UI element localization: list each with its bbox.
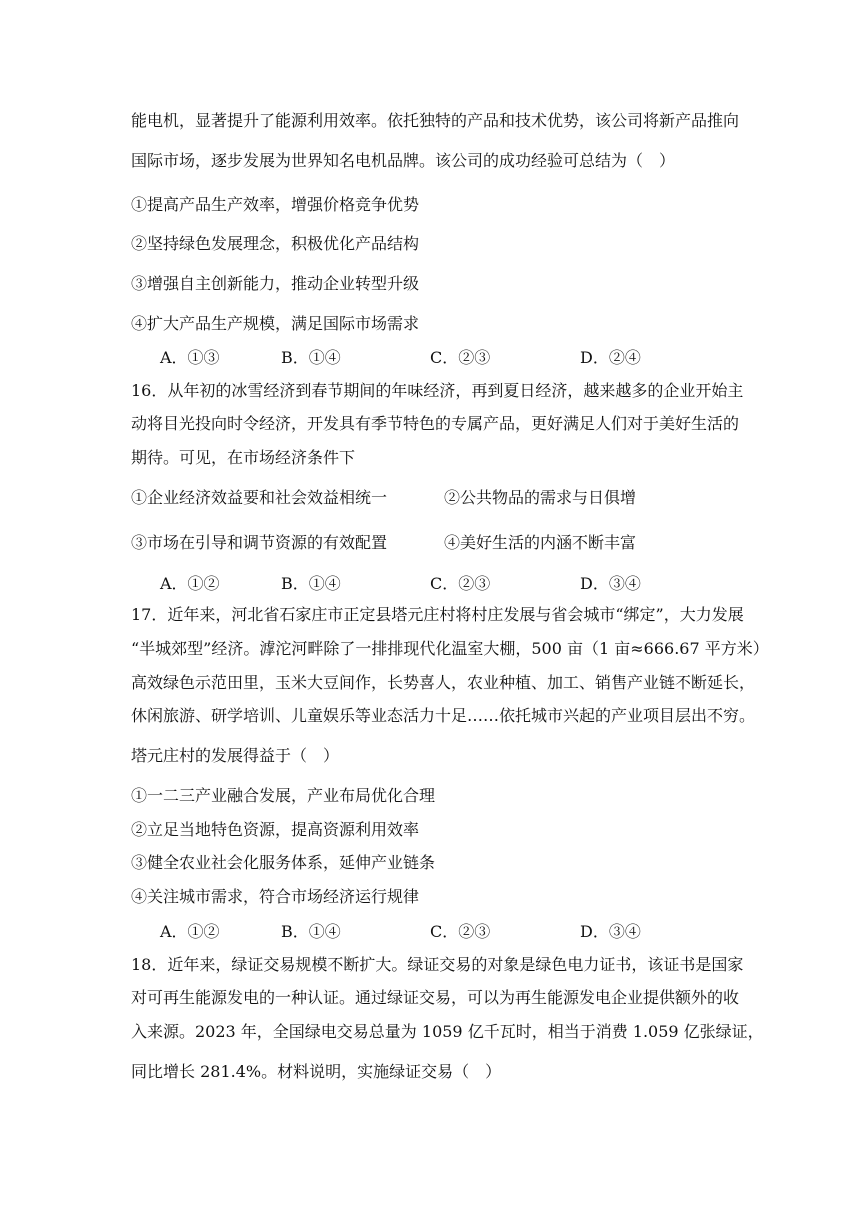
q16-statement-4: ④美好生活的内涵不断丰富 <box>444 533 637 552</box>
q15-option-b: B．①④ <box>281 348 341 367</box>
q16-option-d: D．③④ <box>580 574 641 593</box>
q17-statement-3: ③健全农业社会化服务体系，延伸产业链条 <box>131 853 436 872</box>
q15-option-a: A．①③ <box>160 348 220 367</box>
q17-option-b: B．①④ <box>281 922 341 941</box>
q17-statement-2: ②立足当地特色资源，提高资源利用效率 <box>131 820 420 839</box>
q15-option-d: D．②④ <box>580 348 641 367</box>
q17-stem-line-1: 17．近年来，河北省石家庄市正定县塔元庄村将村庄发展与省会城市“绑定”，大力发展 <box>131 605 744 624</box>
q16-statement-1: ①企业经济效益要和社会效益相统一 <box>131 488 388 507</box>
q18-stem-line-3: 入来源。2023 年，全国绿电交易总量为 1059 亿千瓦时，相当于消费 1.059 亿张绿证， <box>131 1022 764 1041</box>
q17-stem-line-3: 高效绿色示范田里，玉米大豆间作，长势喜人，农业种植、加工、销售产业链不断延长， <box>131 673 756 692</box>
q15-statement-4: ④扩大产品生产规模，满足国际市场需求 <box>131 314 420 333</box>
q18-stem-line-4: 同比增长 281.4%。材料说明，实施绿证交易（ ） <box>131 1062 502 1081</box>
q16-stem-line-2: 动将目光投向时令经济，开发具有季节特色的专属产品，更好满足人们对于美好生活的 <box>131 414 740 433</box>
q17-stem-line-4: 休闲旅游、研学培训、儿童娱乐等业态活力十足……依托城市兴起的产业项目层出不穷。 <box>131 706 756 725</box>
q16-stem-line-1: 16．从年初的冰雪经济到春节期间的年味经济，再到夏日经济，越来越多的企业开始主 <box>131 381 744 400</box>
q17-stem-line-5: 塔元庄村的发展得益于（ ） <box>131 746 340 765</box>
q15-stem-line-2: 国际市场，逐步发展为世界知名电机品牌。该公司的成功经验可总结为（ ） <box>131 151 676 170</box>
q17-option-d: D．③④ <box>580 922 641 941</box>
q16-statement-2: ②公共物品的需求与日俱增 <box>444 488 637 507</box>
q18-stem-line-2: 对可再生能源发电的一种认证。通过绿证交易，可以为再生能源发电企业提供额外的收 <box>131 988 740 1007</box>
q16-option-a: A．①② <box>160 574 220 593</box>
q15-statement-2: ②坚持绿色发展理念，积极优化产品结构 <box>131 234 420 253</box>
q17-statement-4: ④关注城市需求，符合市场经济运行规律 <box>131 887 420 906</box>
q15-statement-1: ①提高产品生产效率，增强价格竞争优势 <box>131 195 420 214</box>
q16-statement-row-2 <box>131 533 731 553</box>
q15-statement-3: ③增强自主创新能力，推动企业转型升级 <box>131 274 420 293</box>
q17-option-c: C．②③ <box>430 922 491 941</box>
q17-stem-line-2: “半城郊型”经济。滹沱河畔除了一排排现代化温室大棚，500 亩（1 亩≈666.67 平方米） <box>131 639 769 658</box>
q15-stem-line-1: 能电机，显著提升了能源利用效率。依托独特的产品和技术优势，该公司将新产品推向 <box>131 111 740 130</box>
q18-stem-line-1: 18．近年来，绿证交易规模不断扩大。绿证交易的对象是绿色电力证书，该证书是国家 <box>131 955 744 974</box>
q17-statement-1: ①一二三产业融合发展，产业布局优化合理 <box>131 786 436 805</box>
q16-option-c: C．②③ <box>430 574 491 593</box>
q16-statement-3: ③市场在引导和调节资源的有效配置 <box>131 533 388 552</box>
q16-statement-row-1 <box>131 488 731 508</box>
q16-option-b: B．①④ <box>281 574 341 593</box>
q15-option-c: C．②③ <box>430 348 491 367</box>
q17-option-a: A．①② <box>160 922 220 941</box>
q16-stem-line-3: 期待。可见，在市场经济条件下 <box>131 448 356 467</box>
